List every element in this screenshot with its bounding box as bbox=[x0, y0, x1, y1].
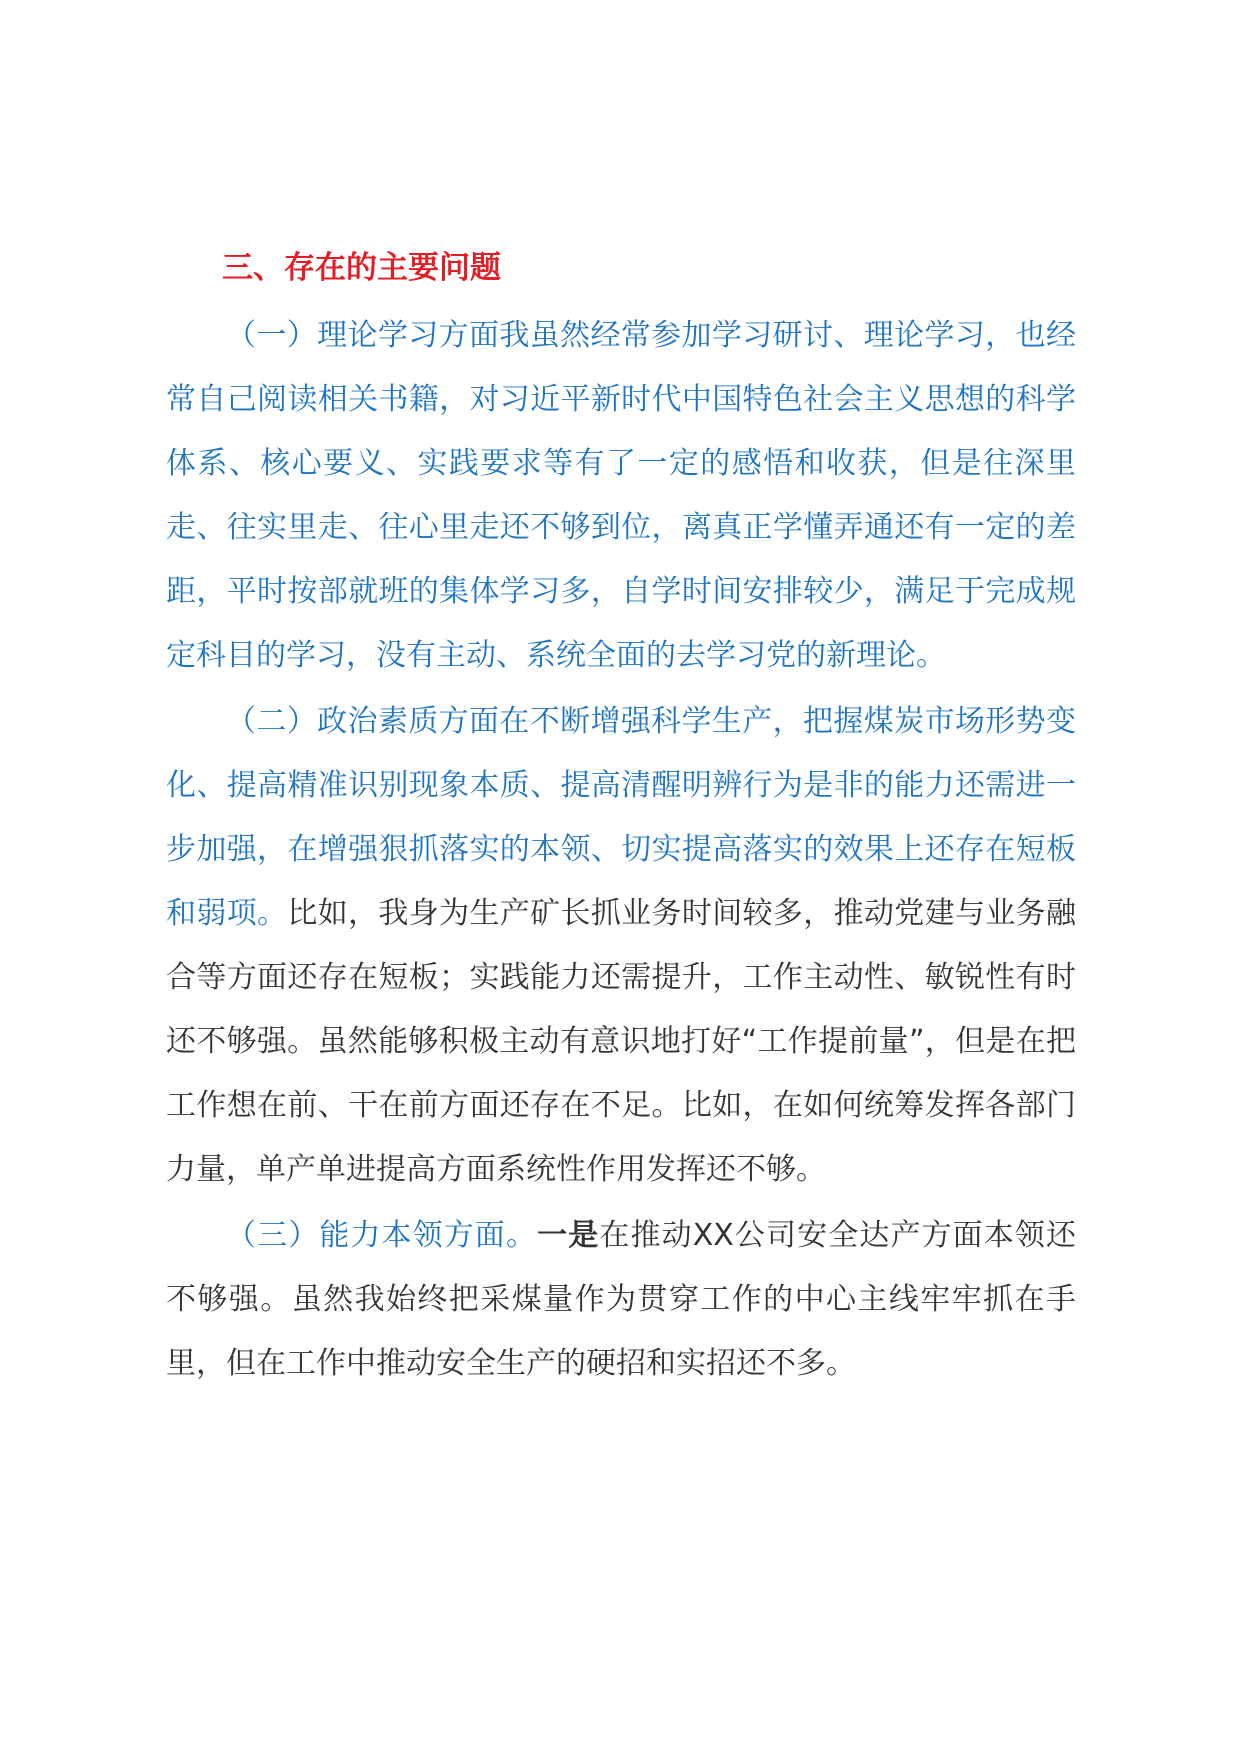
document-body bbox=[166, 240, 1076, 1396]
paragraph-theory-study bbox=[166, 304, 1076, 688]
paragraph-text-highlighted: （二）政治素质方面在不断增强科学生产，把握煤炭市场形势变化、提高精准识别现象本质、提高清醒明辨行为是非的能力还需进一步加强，在增强狠抓落实的本领、切实提高落实的效果上还存在短板和弱项。 bbox=[166, 704, 1076, 931]
paragraph-text: 在推动XX公司安全达产方面本领还不够强。虽然我始终把采煤量作为贯穿工作的中心主线牢牢抓在手里，但在工作中推动安全生产的硬招和实招还不多。 bbox=[166, 1218, 1077, 1381]
paragraph-text: （一）理论学习方面我虽然经常参加学习研讨、理论学习，也经常自己阅读相关书籍，对习近平新时代中国特色社会主义思想的科学体系、核心要义、实践要求等有了一定的感悟和收获，但是往深里走、往实里走、往心里走还不够到位，离真正学懂弄通还有一定的差距，平时按部就班的集体学习多，自学时间安排较少，满足于完成规定科目的学习，没有主动、系统全面的去学习党的新理论。 bbox=[166, 318, 1076, 673]
paragraph-political-quality bbox=[166, 690, 1076, 1202]
paragraph-text: 比如，我身为生产矿长抓业务时间较多，推动党建与业务融合等方面还存在短板；实践能力还需提升，工作主动性、敏锐性有时还不够强。虽然能够积极主动有意识地打好“工作提前量”，但是在把工作想在前、干在前方面还存在不足。比如，在如何统筹发挥各部门力量，单产单进提高方面系统性作用发挥还不够。 bbox=[166, 896, 1077, 1187]
section-heading: 三、存在的主要问题 bbox=[222, 250, 501, 286]
emphasis-first-point: 一是 bbox=[537, 1218, 600, 1253]
paragraph-subheading: （三）能力本领方面。 bbox=[226, 1218, 538, 1253]
paragraph-capability bbox=[166, 1204, 1076, 1396]
